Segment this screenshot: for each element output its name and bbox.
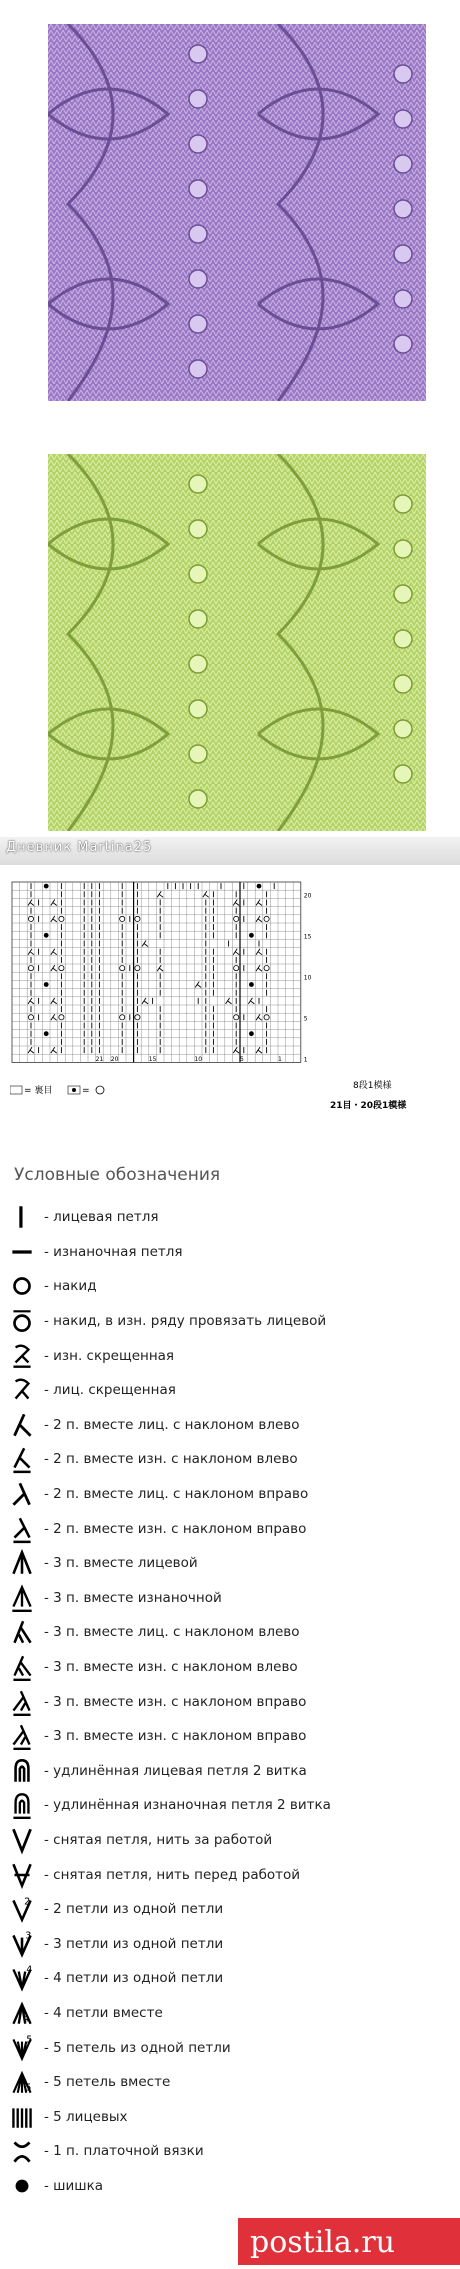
chart-bobble-mark [249,1031,254,1036]
row-number: 1 [303,1056,308,1064]
row-number: 10 [303,974,312,982]
legend-description: - 2 п. вместе изн. с наклоном вправо [44,1520,307,1537]
p2tog-left-icon [10,1444,44,1474]
postila-logo [238,2218,460,2265]
elongated-purl-icon [10,1790,44,1820]
legend-description: - изнаночная петля [44,1243,183,1260]
legend-description: - 4 петли из одной петли [44,1970,224,1987]
legend-item [10,1235,450,1270]
p3tog-left-icon [10,1652,44,1682]
legend-item [10,1719,450,1754]
row-number: 5 [303,1015,308,1023]
legend-item [10,1546,450,1581]
column-number: 10 [194,1055,203,1063]
twist-knit-icon [10,1375,44,1405]
chart-bobble-mark [257,884,262,889]
legend-description: - 3 п. вместе изн. с наклоном вправо [44,1728,307,1745]
inc-4-icon [10,1963,44,1993]
circle-bar-icon [10,1306,44,1336]
k3tog-left-icon [10,1617,44,1647]
legend-item [10,1200,450,1235]
legend-description: - 1 п. платочной вязки [44,2143,204,2160]
legend-item [10,1338,450,1373]
legend-description: - 3 п. вместе изн. с наклоном вправо [44,1693,307,1710]
legend-item [10,1304,450,1339]
p2tog-right-icon [10,1514,44,1544]
row-number: 15 [303,933,312,941]
bobble-icon [10,2171,44,2201]
key-bobble-text: = [82,1086,90,1096]
legend-item [10,1442,450,1477]
legend-description: - накид [44,1278,97,1295]
garter-icon [10,2136,44,2166]
column-number: 15 [148,1055,157,1063]
legend-description: - изн. скрещенная [44,1347,175,1364]
column-number: 20 [110,1055,119,1063]
svg-text:postila.ru: postila.ru [250,2225,395,2260]
slip-front-icon [10,1860,44,1890]
p3tog-right-2-icon [10,1721,44,1751]
dec-5-icon [10,2067,44,2097]
legend-description: - шишка [44,2177,104,2194]
legend-description: - 2 п. вместе изн. с наклоном влево [44,1451,298,1468]
legend-item [10,1926,450,1961]
column-number: 5 [240,1055,244,1063]
slip-back-icon [10,1825,44,1855]
chart-bobble-mark [44,933,49,938]
inc-3-icon [10,1929,44,1959]
vertical-bar-icon [10,1202,44,1232]
column-number: 21 [95,1055,104,1063]
legend-description: - 3 п. вместе изнаночной [44,1589,222,1606]
legend-description: - 3 петли из одной петли [44,1935,224,1952]
legend-description: - 5 петель из одной петли [44,2039,231,2056]
legend-item [10,1823,450,1858]
knitting-chart [10,880,450,1120]
chart-key [10,1079,406,1111]
watermark-text: Дневник Martina25 [6,840,153,855]
legend-item [10,2169,450,2204]
svg-text:4: 4 [23,2013,30,2025]
dec-4-icon [10,1998,44,2028]
legend-item [10,1477,450,1512]
legend-item [10,1650,450,1685]
legend-item [10,1684,450,1719]
legend-item [10,1788,450,1823]
chart-row-numbers [304,892,312,1063]
green-knit-swatch-photo [48,454,426,831]
inc-5-icon [10,2033,44,2063]
legend-item [10,2134,450,2169]
legend-description: - 3 п. вместе лиц. с наклоном влево [44,1624,300,1641]
legend-item [10,1373,450,1408]
chart-bobble-mark [249,933,254,938]
inc-2-icon [10,1894,44,1924]
legend-description: - удлинённая лицевая петля 2 витка [44,1762,307,1779]
legend-description: - лиц. скрещенная [44,1382,176,1399]
dash-icon [10,1237,44,1267]
circle-icon [10,1271,44,1301]
k2tog-left-icon [10,1410,44,1440]
legend-item [10,1581,450,1616]
five-knit-icon [10,2102,44,2132]
legend-description: - 3 п. вместе изн. с наклоном влево [44,1659,298,1676]
legend-item [10,1408,450,1443]
chart-bobble-mark [249,982,254,987]
legend-item [10,1269,450,1304]
p3tog-icon [10,1583,44,1613]
p3tog-right-icon [10,1687,44,1717]
legend-item [10,1754,450,1789]
key-purl-text: = 裏目 [24,1086,53,1096]
legend-description: - удлинённая изнаночная петля 2 витка [44,1797,331,1814]
legend-item [10,2030,450,2065]
svg-text:4: 4 [26,1965,33,1977]
purple-knit-swatch-photo [48,24,426,401]
legend-description: - 5 лицевых [44,2108,128,2125]
chart-grid [12,882,301,1062]
legend-description: - лицевая петля [44,1209,159,1226]
legend-description: - накид, в изн. ряду провязать лицевой [44,1313,327,1330]
chart-bobble-mark [44,1031,49,1036]
legend-item [10,1857,450,1892]
k3tog-icon [10,1548,44,1578]
row-number: 20 [303,892,312,900]
legend-description: - 2 петли из одной петли [44,1901,224,1918]
legend-description: - снятая петля, нить за работой [44,1831,273,1848]
legend-item [10,1615,450,1650]
legend-description: - 3 п. вместе лицевой [44,1555,198,1572]
legend-description: - 4 петли вместе [44,2004,163,2021]
legend-item [10,2099,450,2134]
svg-text:2: 2 [24,1896,31,1908]
k2tog-right-icon [10,1479,44,1509]
legend-title: Условные обозначения [14,1165,221,1185]
chart-bobble-mark [44,982,49,987]
legend-item [10,1511,450,1546]
legend-description: - 2 п. вместе лиц. с наклоном вправо [44,1486,309,1503]
svg-text:3: 3 [25,1930,32,1942]
svg-text:5: 5 [25,2082,32,2094]
svg-text:5: 5 [26,2034,33,2046]
legend-description: - 2 п. вместе лиц. с наклоном влево [44,1416,300,1433]
legend-description: - снятая петля, нить перед работой [44,1866,301,1883]
legend-item [10,2065,450,2100]
elongated-knit-icon [10,1756,44,1786]
legend-item [10,1961,450,1996]
legend-list [10,1200,450,2203]
column-number: 1 [278,1055,282,1063]
legend-description: - 5 петель вместе [44,2074,171,2091]
twist-purl-icon [10,1341,44,1371]
legend-item [10,1892,450,1927]
repeat-label: 8段1模様 [353,1081,392,1091]
legend-item [10,1996,450,2031]
chart-bobble-mark [44,884,49,889]
stitch-key: 21目・20段1模様 [330,1101,407,1111]
